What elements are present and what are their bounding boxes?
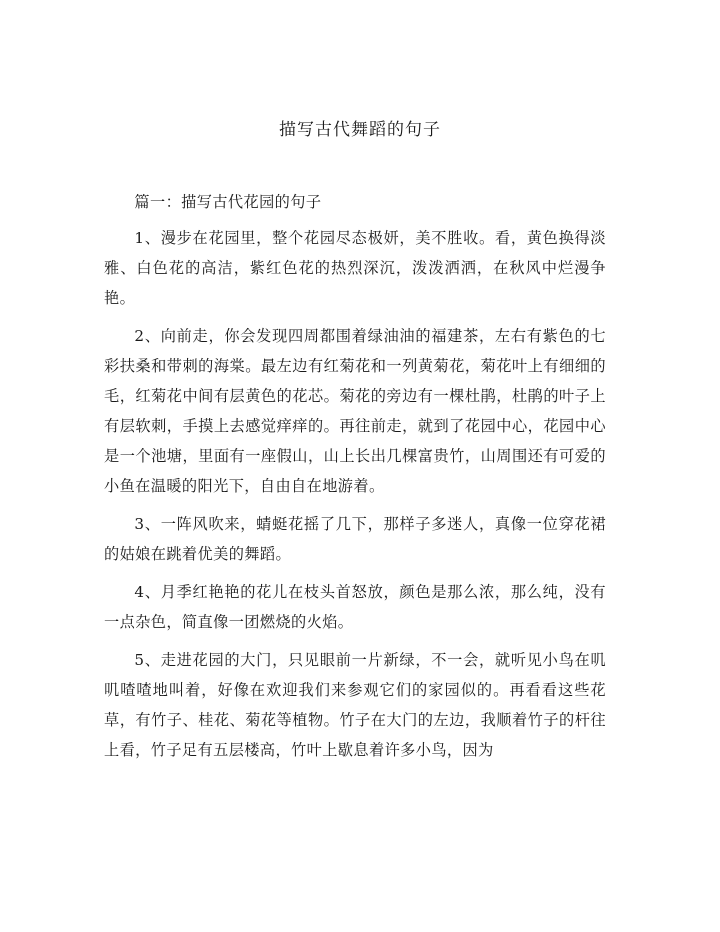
paragraph-2: 2、向前走，你会发现四周都围着绿油油的福建茶，左右有紫色的七彩扶桑和带刺的海棠。最左边有红菊花和一列黄菊花，菊花叶上有细细的毛，红菊花中间有层黄色的花芯。菊花的旁边有一棵杜鹃，杜鹃的叶子上有层软刺，手摸上去感觉痒痒的。再往前走，就到了花园中心，花园中心是一个池塘，里面有一座假山，山上长出几棵富贵竹，山周围还有可爱的小鱼在温暖的阳光下，自由自在地游着。 xyxy=(104,327,606,495)
document-body xyxy=(104,187,606,773)
section-heading: 篇一：描写古代花园的句子 xyxy=(134,193,322,211)
paragraph-4: 4、月季红艳艳的花儿在枝头首怒放，颜色是那么浓，那么纯，没有一点杂色，简直像一团燃烧的火焰。 xyxy=(104,583,606,631)
page-title: 描写古代舞蹈的句子 xyxy=(279,120,441,140)
paragraph-5: 5、走进花园的大门，只见眼前一片新绿，不一会，就听见小鸟在叽叽喳喳地叫着，好像在欢迎我们来参观它们的家园似的。再看看这些花草，有竹子、桂花、菊花等植物。竹子在大门的左边，我顺着竹子的杆往上看，竹子足有五层楼高，竹叶上歇息着许多小鸟，因为 xyxy=(104,651,606,759)
paragraph-3: 3、一阵风吹来，蜻蜓花摇了几下，那样子多迷人，真像一位穿花裙的姑娘在跳着优美的舞蹈。 xyxy=(104,515,606,563)
paragraph-1: 1、漫步在花园里，整个花园尽态极妍，美不胜收。看，黄色换得淡雅、白色花的高洁，紫红色花的热烈深沉，泼泼洒洒，在秋风中烂漫争艳。 xyxy=(104,229,606,307)
